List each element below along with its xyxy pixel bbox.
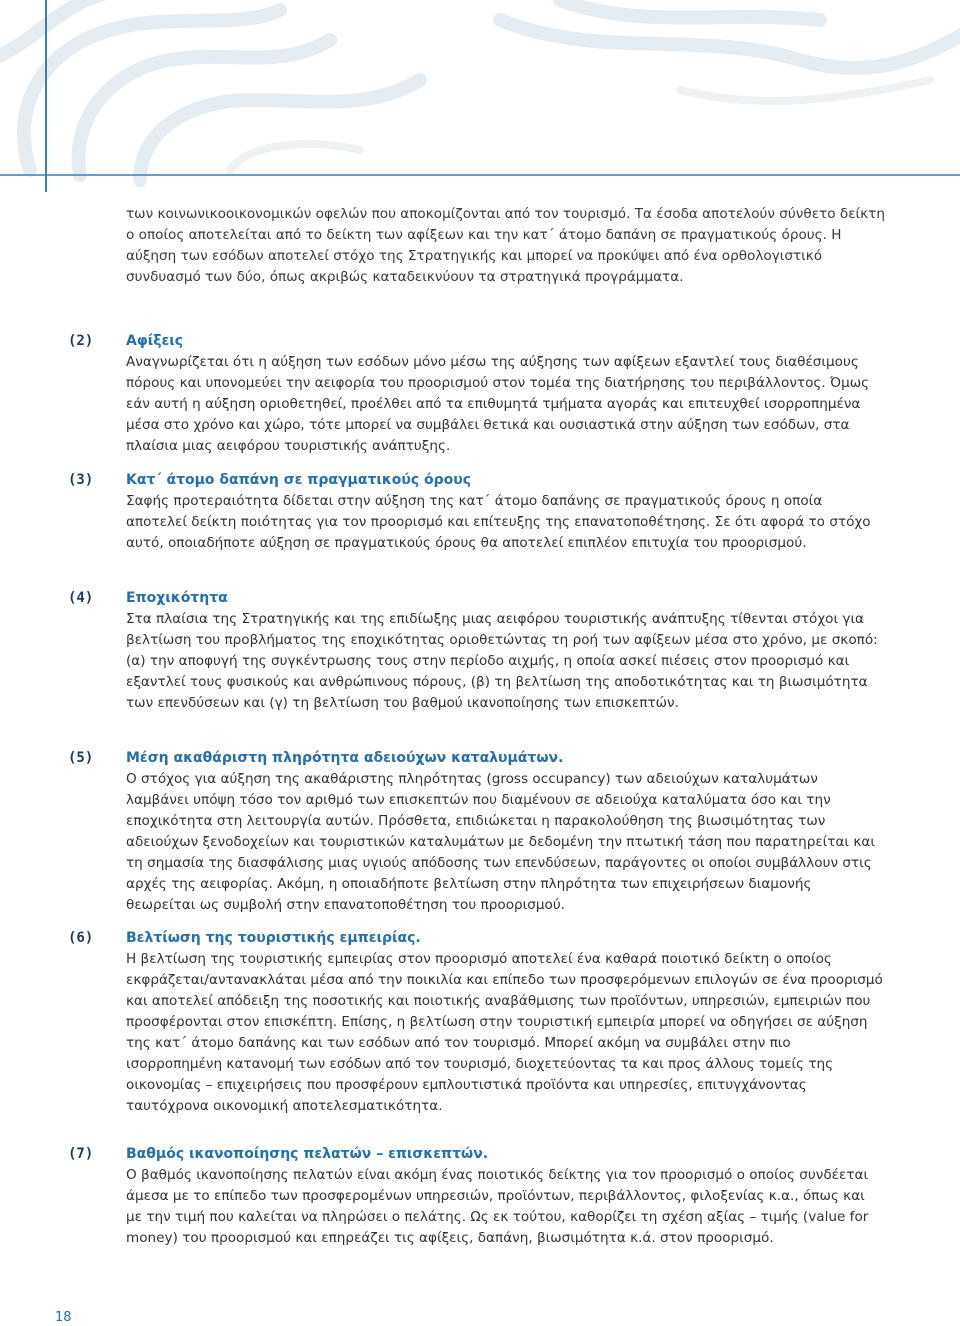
section-body: Ο βαθμός ικανοποίησης πελατών είναι ακόμη ένας ποιοτικός δείκτης για τον προορισμό ο οποίος συνδέεται άμεσα με το επίπεδο των προσφερομένων υπηρεσιών, προϊόντων, περιβάλλοντος, φιλοξενίας κ.α., όπως και με την τιμή που καλείται να πληρώσει ο πελάτης. Ως εκ τούτου, καθορίζει τη σχέση αξίας – τιμής (value for money) του προορισμού και επηρεάζει τις αφίξεις, δαπάνη, βιωσιμότητα κ.ά. στον προορισμό. xyxy=(126,1167,869,1246)
section-body: Στα πλαίσια της Στρατηγικής και της επιδίωξης μιας αειφόρου τουριστικής ανάπτυξης τίθενται στόχοι για βελτίωση του προβλήματος της εποχικότητας οριοθετώντας τη ροή των αφίξεων μέσα στο χρόνο, με σκοπό: (α) την αποφυγή της συγκέντρωσης τους στην περίοδο αιχμής, η οποία ασκεί πιέσεις στον προορισμό και εξαντλεί τους φυσικούς και ανθρώπινους πόρους, (β) τη βελτίωση της αποδοτικότητας και τη βιωσιμότητα των επενδύσεων και (γ) τη βελτίωση του βαθμού ικανοποίησης των επισκεπτών. xyxy=(126,611,878,711)
section-body: Η βελτίωση της τουριστικής εμπειρίας στον προορισμό αποτελεί ένα καθαρά ποιοτικό δείκτη ο οποίος εκφράζεται/αντανακλάται μέσα από την ποικιλία και επίπεδο των προσφερόμενων επιλογών σε ένα προορισμό και αποτελεί απόδειξη της ποσοτικής και ποιοτικής αναβάθμισης των προϊόντων, υπηρεσιών, εμπειριών που προσφέρονται στον επισκέπτη. Επίσης, η βελτίωση στην τουριστική εμπειρία μπορεί να οδηγήσει σε αύξηση της κατ΄ άτομο δαπάνης και των εσόδων από τον τουρισμό. Μπορεί ακόμη να συμβάλει στην πιο ισορροπημένη κατανομή των εσόδων από τον τουρισμό, διοχετεύοντας τα και προς άλλους τομείς της οικονομίας – επιχειρήσεις που προσφέρουν εμπλουτιστικά προϊόντα και υπηρεσίες, επιτυγχάνοντας ταυτόχρονα οικονομική αποτελεσματικότητα. xyxy=(126,951,883,1114)
section-number: (6) xyxy=(68,930,94,946)
intro-paragraph: των κοινωνικοοικονομικών οφελών που αποκομίζονται από τον τουρισμό. Τα έσοδα αποτελούν σύνθετο δείκτη ο οποίος αποτελείται από το δείκτη των αφίξεων και την κατ΄ άτομο δαπάνη σε πραγματικούς όρους. Η αύξηση των εσόδων αποτελεί στόχο της Στρατηγικής και μπορεί να προκύψει από ένα ορθολογιστικό συνδυασμό των δύο, όπως ακριβώς καταδεικνύουν τα στρατηγικά προγράμματα. xyxy=(126,206,885,285)
section-number: (7) xyxy=(68,1146,94,1162)
section-body: Αναγνωρίζεται ότι η αύξηση των εσόδων μόνο μέσω της αύξησης των αφίξεων εξαντλεί τους διαθέσιμους πόρους και υπονομεύει την αειφορία του προορισμού στον τομέα της διατήρησης του περιβάλλοντος. Όμως εάν αυτή η αύξηση οριοθετηθεί, προέλθει από τα επιθυμητά τμήματα αγοράς και επιτευχθεί ισορροπημένα μέσα στο χρόνο και χώρο, τότε μπορεί να συμβάλει θετικά και ουσιαστικά στην αύξηση των εσόδων, στα πλαίσια μιας αειφόρου τουριστικής ανάπτυξης. xyxy=(126,354,870,454)
section-title: Βαθμός ικανοποίησης πελατών – επισκεπτών. xyxy=(126,1146,489,1162)
section-number: (4) xyxy=(68,590,94,606)
section-title: Εποχικότητα xyxy=(126,590,228,606)
section-number: (2) xyxy=(68,333,94,349)
section-title: Κατ΄ άτομο δαπάνη σε πραγματικούς όρους xyxy=(126,472,472,488)
section-number: (5) xyxy=(68,750,94,766)
section-title: Μέση ακαθάριστη πληρότητα αδειούχων καταλυμάτων. xyxy=(126,750,564,766)
page-number: 18 xyxy=(55,1310,72,1325)
section-title: Αφίξεις xyxy=(126,333,184,349)
header-wave-decoration xyxy=(0,0,960,200)
section-body: Ο στόχος για αύξηση της ακαθάριστης πληρότητας (gross occupancy) των αδειούχων καταλυμάτων λαμβάνει υπόψη τόσο τον αριθμό των επισκεπτών που διαμένουν σε αδειούχα καταλύματα όσο και την εποχικότητα στη λειτουργία αυτών. Πρόσθετα, επιδιώκεται η παρακολούθηση της βιωσιμότητας των αδειούχων ξενοδοχείων και τουριστικών καταλυμάτων με δεδομένη την πτωτική τάση που παρατηρείται και τη σημασία της διασφάλισης μιας υγιούς απόδοσης των επενδύσεων, παράγοντες οι οποίοι συμβάλλουν στις αρχές της αειφορίας. Ακόμη, η οποιαδήποτε βελτίωση στην πληρότητα των επιχειρήσεων διαμονής θεωρείται ως συμβολή στην επανατοποθέτηση του προορισμού. xyxy=(126,771,875,913)
section-body: Σαφής προτεραιότητα δίδεται στην αύξηση της κατ΄ άτομο δαπάνης σε πραγματικούς όρους η οποία αποτελεί δείκτη ποιότητας για τον προορισμό και επίτευξης της επανατοποθέτησης. Σε ότι αφορά το στόχο αυτό, οποιαδήποτε αύξηση σε πραγματικούς όρους θα αποτελεί επιπλέον επιτυχία του προορισμού. xyxy=(126,493,871,551)
section-title: Βελτίωση της τουριστικής εμπειρίας. xyxy=(126,930,421,946)
section-number: (3) xyxy=(68,472,94,488)
